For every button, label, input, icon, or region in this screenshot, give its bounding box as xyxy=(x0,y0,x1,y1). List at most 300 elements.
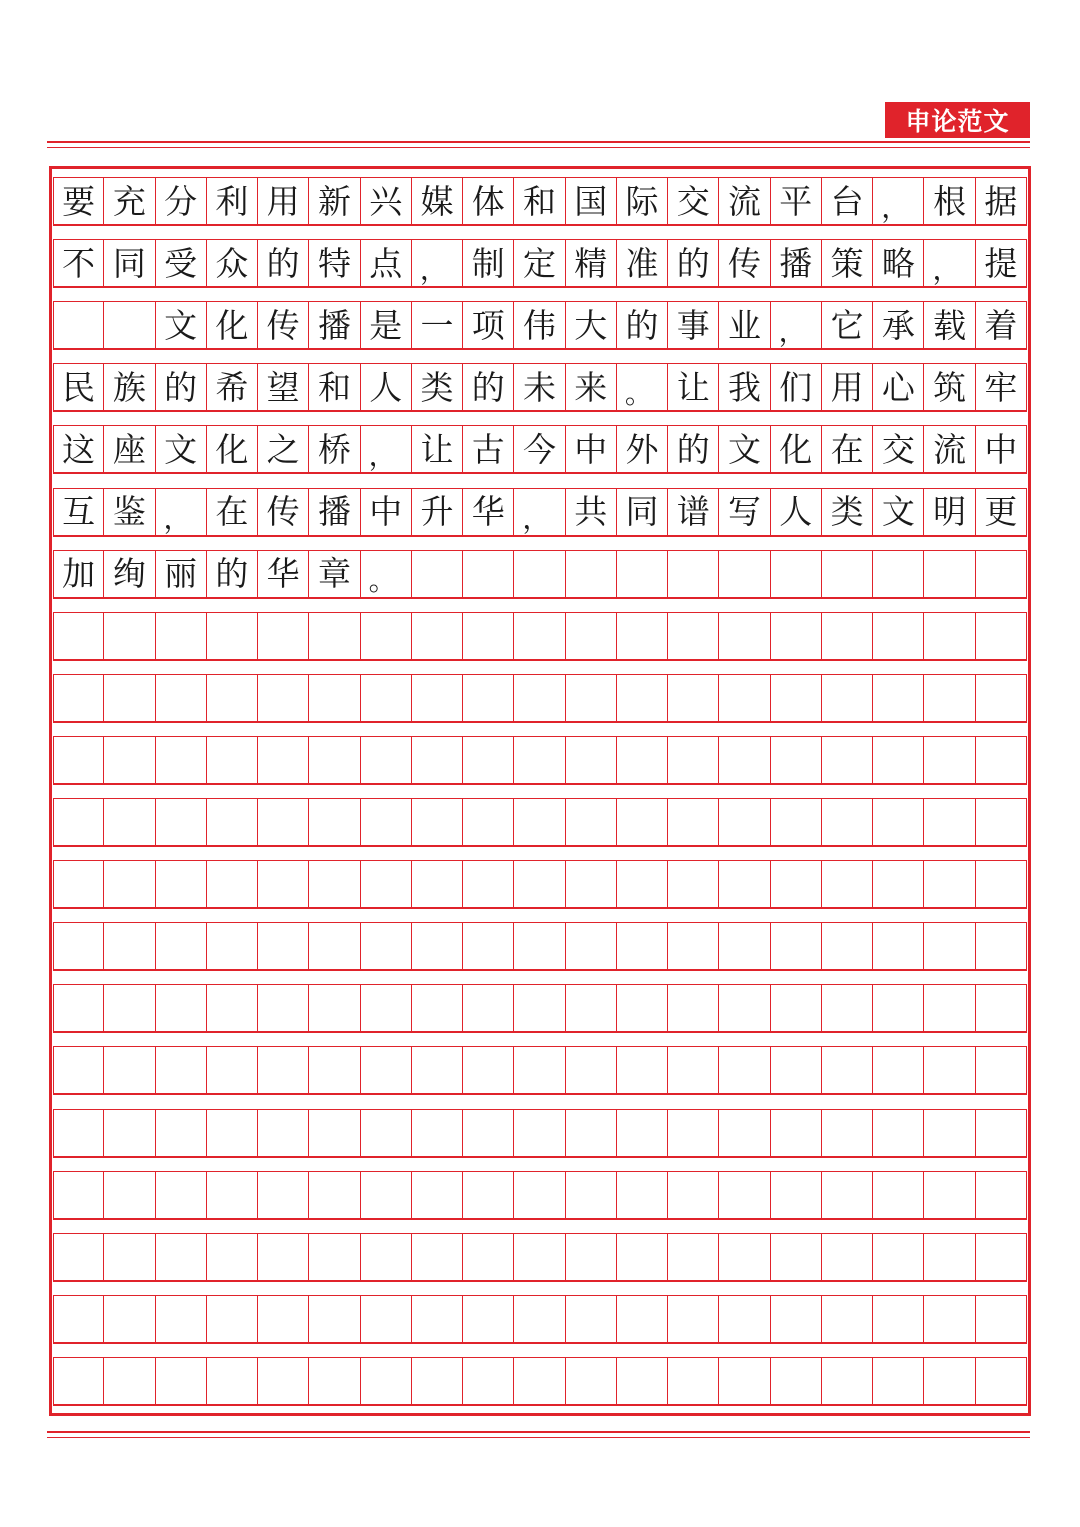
grid-cell xyxy=(156,1046,207,1094)
grid-cell xyxy=(53,736,104,784)
grid-cell: 中 xyxy=(976,425,1027,473)
grid-cell: 定 xyxy=(514,239,565,287)
grid-cell: 桥 xyxy=(309,425,360,473)
grid-cell xyxy=(104,736,155,784)
grid-cell: 古 xyxy=(463,425,514,473)
grid-row xyxy=(53,736,1027,784)
grid-cell xyxy=(924,550,975,598)
grid-cell xyxy=(617,1357,668,1405)
grid-cell: 共 xyxy=(566,488,617,536)
grid-cell xyxy=(463,1357,514,1405)
grid-cell xyxy=(514,860,565,908)
grid-cell xyxy=(668,1109,719,1157)
grid-cell xyxy=(258,1295,309,1343)
grid-cell: 升 xyxy=(412,488,463,536)
grid-cell xyxy=(104,1357,155,1405)
grid-cell xyxy=(617,1046,668,1094)
grid-row xyxy=(53,363,1027,411)
grid-cell xyxy=(309,1046,360,1094)
grid-cell xyxy=(514,612,565,660)
grid-cell: 根 xyxy=(924,177,975,225)
grid-cell: 的 xyxy=(156,363,207,411)
grid-cell: ， xyxy=(924,239,975,287)
grid-cell: 人 xyxy=(361,363,412,411)
grid-cell xyxy=(53,674,104,722)
grid-cell xyxy=(822,612,873,660)
grid-cell: ， xyxy=(771,301,822,349)
grid-row xyxy=(53,550,1027,598)
grid-cell xyxy=(361,922,412,970)
grid-cell: 众 xyxy=(207,239,258,287)
grid-cell xyxy=(463,1046,514,1094)
grid-cell xyxy=(361,860,412,908)
grid-cell xyxy=(822,736,873,784)
grid-cell xyxy=(258,1233,309,1281)
grid-cell xyxy=(361,612,412,660)
grid-cell: 受 xyxy=(156,239,207,287)
grid-cell xyxy=(412,1171,463,1219)
grid-cell xyxy=(566,1233,617,1281)
grid-cell xyxy=(566,1046,617,1094)
grid-cell xyxy=(361,674,412,722)
grid-cell xyxy=(258,984,309,1032)
grid-cell xyxy=(771,612,822,660)
grid-cell xyxy=(361,736,412,784)
grid-cell xyxy=(668,1295,719,1343)
grid-cell: 化 xyxy=(771,425,822,473)
grid-cell: 和 xyxy=(309,363,360,411)
row-separator xyxy=(53,1032,1027,1033)
grid-cell xyxy=(771,550,822,598)
grid-cell xyxy=(668,736,719,784)
grid-cell: 一 xyxy=(412,301,463,349)
row-separator xyxy=(53,908,1027,909)
grid-cell: 伟 xyxy=(514,301,565,349)
grid-cell xyxy=(309,736,360,784)
top-rule-thick xyxy=(47,141,1030,143)
grid-cell xyxy=(361,1357,412,1405)
grid-cell: 文 xyxy=(873,488,924,536)
grid-cell xyxy=(412,550,463,598)
grid-cell xyxy=(771,1171,822,1219)
grid-row xyxy=(53,1171,1027,1219)
grid-cell xyxy=(309,1357,360,1405)
grid-cell xyxy=(719,860,770,908)
grid-cell xyxy=(463,612,514,660)
grid-cell xyxy=(617,922,668,970)
grid-cell xyxy=(719,1046,770,1094)
grid-cell: 特 xyxy=(309,239,360,287)
grid-cell xyxy=(361,798,412,846)
grid-cell xyxy=(566,1109,617,1157)
row-separator xyxy=(53,473,1027,474)
grid-cell: 承 xyxy=(873,301,924,349)
grid-cell xyxy=(104,612,155,660)
grid-cell: 在 xyxy=(822,425,873,473)
grid-cell xyxy=(412,1046,463,1094)
grid-cell: 明 xyxy=(924,488,975,536)
grid-cell xyxy=(668,612,719,660)
grid-cell xyxy=(873,1233,924,1281)
grid-row xyxy=(53,612,1027,660)
grid-cell xyxy=(361,1171,412,1219)
grid-cell xyxy=(309,1171,360,1219)
grid-cell xyxy=(822,550,873,598)
grid-cell xyxy=(924,612,975,660)
grid-cell xyxy=(873,860,924,908)
grid-cell xyxy=(412,674,463,722)
grid-row xyxy=(53,1357,1027,1405)
grid-cell xyxy=(617,798,668,846)
grid-cell xyxy=(566,1295,617,1343)
grid-cell: 的 xyxy=(668,239,719,287)
grid-cell xyxy=(207,1357,258,1405)
grid-cell xyxy=(873,1109,924,1157)
row-separator xyxy=(53,411,1027,412)
grid-cell xyxy=(207,612,258,660)
row-separator xyxy=(53,970,1027,971)
grid-cell xyxy=(566,798,617,846)
grid-cell: 它 xyxy=(822,301,873,349)
grid-cell: 中 xyxy=(566,425,617,473)
grid-cell xyxy=(514,1357,565,1405)
grid-cell: 华 xyxy=(258,550,309,598)
grid-cell xyxy=(258,674,309,722)
grid-cell xyxy=(207,798,258,846)
grid-cell: 互 xyxy=(53,488,104,536)
grid-cell: 播 xyxy=(309,301,360,349)
grid-cell: 让 xyxy=(668,363,719,411)
grid-cell xyxy=(309,1295,360,1343)
grid-row xyxy=(53,984,1027,1032)
row-separator xyxy=(53,536,1027,537)
grid-cell: 据 xyxy=(976,177,1027,225)
grid-cell xyxy=(873,612,924,660)
grid-cell xyxy=(104,922,155,970)
grid-cell xyxy=(309,922,360,970)
grid-cell: 人 xyxy=(771,488,822,536)
grid-cell xyxy=(53,860,104,908)
grid-cell xyxy=(771,860,822,908)
grid-cell xyxy=(463,550,514,598)
grid-cell xyxy=(617,1109,668,1157)
grid-cell xyxy=(873,1171,924,1219)
grid-row xyxy=(53,177,1027,225)
grid-cell: 让 xyxy=(412,425,463,473)
grid-cell xyxy=(976,984,1027,1032)
grid-cell: 更 xyxy=(976,488,1027,536)
grid-cell xyxy=(258,1046,309,1094)
grid-cell: 类 xyxy=(412,363,463,411)
grid-cell xyxy=(207,1046,258,1094)
grid-cell: 传 xyxy=(719,239,770,287)
grid-cell: 交 xyxy=(873,425,924,473)
bottom-rule-thick xyxy=(47,1431,1030,1433)
grid-cell xyxy=(361,1295,412,1343)
grid-cell xyxy=(104,1233,155,1281)
grid-cell xyxy=(976,922,1027,970)
grid-cell xyxy=(309,674,360,722)
grid-cell xyxy=(566,984,617,1032)
grid-cell xyxy=(668,798,719,846)
grid-cell xyxy=(412,860,463,908)
grid-cell xyxy=(156,860,207,908)
grid-cell xyxy=(668,1233,719,1281)
grid-cell xyxy=(924,798,975,846)
grid-cell xyxy=(309,860,360,908)
grid-cell xyxy=(719,550,770,598)
grid-cell xyxy=(976,550,1027,598)
grid-cell xyxy=(566,736,617,784)
grid-cell: 希 xyxy=(207,363,258,411)
grid-cell xyxy=(976,1357,1027,1405)
grid-cell xyxy=(976,1046,1027,1094)
grid-cell: 化 xyxy=(207,425,258,473)
grid-cell: 事 xyxy=(668,301,719,349)
grid-cell: 业 xyxy=(719,301,770,349)
grid-cell: 中 xyxy=(361,488,412,536)
grid-cell xyxy=(412,984,463,1032)
grid-cell xyxy=(719,984,770,1032)
grid-cell: 的 xyxy=(668,425,719,473)
grid-cell: 绚 xyxy=(104,550,155,598)
grid-row xyxy=(53,860,1027,908)
grid-cell xyxy=(771,736,822,784)
grid-cell: 载 xyxy=(924,301,975,349)
row-separator xyxy=(53,1219,1027,1220)
grid-cell: 精 xyxy=(566,239,617,287)
grid-cell xyxy=(873,1295,924,1343)
grid-cell: 和 xyxy=(514,177,565,225)
grid-cell: 丽 xyxy=(156,550,207,598)
grid-cell xyxy=(309,984,360,1032)
grid-cell: ， xyxy=(873,177,924,225)
grid-cell xyxy=(873,922,924,970)
grid-cell: 播 xyxy=(309,488,360,536)
grid-cell xyxy=(412,612,463,660)
grid-cell xyxy=(104,1171,155,1219)
grid-cell xyxy=(976,612,1027,660)
grid-cell: 筑 xyxy=(924,363,975,411)
row-separator xyxy=(53,1343,1027,1344)
grid-cell xyxy=(976,1295,1027,1343)
grid-cell xyxy=(258,612,309,660)
grid-cell: 民 xyxy=(53,363,104,411)
grid-cell xyxy=(156,674,207,722)
grid-cell xyxy=(53,922,104,970)
grid-cell xyxy=(719,612,770,660)
grid-cell xyxy=(156,984,207,1032)
grid-cell: 同 xyxy=(104,239,155,287)
grid-cell xyxy=(412,1357,463,1405)
grid-cell xyxy=(566,922,617,970)
grid-cell xyxy=(361,1233,412,1281)
grid-cell: 这 xyxy=(53,425,104,473)
grid-cell: ， xyxy=(412,239,463,287)
grid-cell xyxy=(976,1109,1027,1157)
grid-cell xyxy=(412,798,463,846)
grid-cell xyxy=(156,736,207,784)
grid-cell xyxy=(514,736,565,784)
grid-cell: 文 xyxy=(156,301,207,349)
grid-cell xyxy=(361,984,412,1032)
grid-cell xyxy=(412,922,463,970)
grid-cell: 体 xyxy=(463,177,514,225)
grid-cell xyxy=(617,984,668,1032)
row-separator xyxy=(53,660,1027,661)
grid-cell: ， xyxy=(156,488,207,536)
grid-cell xyxy=(771,984,822,1032)
grid-cell xyxy=(258,922,309,970)
grid-cell xyxy=(976,736,1027,784)
grid-cell xyxy=(104,798,155,846)
grid-cell: 谱 xyxy=(668,488,719,536)
grid-cell: 的 xyxy=(207,550,258,598)
grid-row xyxy=(53,798,1027,846)
grid-cell: 。 xyxy=(617,363,668,411)
grid-cell xyxy=(771,1295,822,1343)
row-separator xyxy=(53,598,1027,599)
grid-cell xyxy=(463,674,514,722)
composition-grid xyxy=(53,170,1027,1410)
grid-cell xyxy=(924,1233,975,1281)
grid-cell xyxy=(463,984,514,1032)
grid-cell xyxy=(463,736,514,784)
grid-cell xyxy=(412,1109,463,1157)
grid-cell: 提 xyxy=(976,239,1027,287)
grid-cell: 大 xyxy=(566,301,617,349)
grid-cell xyxy=(104,674,155,722)
grid-cell xyxy=(566,612,617,660)
grid-cell: 兴 xyxy=(361,177,412,225)
grid-cell xyxy=(668,1171,719,1219)
grid-cell: 写 xyxy=(719,488,770,536)
grid-cell xyxy=(976,674,1027,722)
grid-cell: 播 xyxy=(771,239,822,287)
grid-cell xyxy=(822,674,873,722)
grid-row xyxy=(53,488,1027,536)
grid-cell: 外 xyxy=(617,425,668,473)
grid-cell: 台 xyxy=(822,177,873,225)
grid-cell xyxy=(53,798,104,846)
grid-cell xyxy=(822,922,873,970)
grid-cell xyxy=(258,798,309,846)
grid-cell xyxy=(617,1233,668,1281)
grid-cell xyxy=(514,984,565,1032)
grid-cell: 之 xyxy=(258,425,309,473)
grid-row xyxy=(53,425,1027,473)
grid-cell xyxy=(514,798,565,846)
grid-cell xyxy=(566,860,617,908)
grid-cell: 的 xyxy=(617,301,668,349)
grid-cell xyxy=(412,736,463,784)
grid-cell: 充 xyxy=(104,177,155,225)
grid-cell xyxy=(822,984,873,1032)
grid-cell xyxy=(873,984,924,1032)
row-separator xyxy=(53,1281,1027,1282)
grid-cell: 准 xyxy=(617,239,668,287)
grid-cell: 同 xyxy=(617,488,668,536)
grid-cell xyxy=(566,1171,617,1219)
grid-cell xyxy=(617,612,668,660)
grid-cell xyxy=(514,1295,565,1343)
grid-cell xyxy=(156,798,207,846)
row-separator xyxy=(53,846,1027,847)
grid-cell: 际 xyxy=(617,177,668,225)
grid-cell xyxy=(719,1171,770,1219)
grid-cell xyxy=(258,1357,309,1405)
grid-cell xyxy=(156,1171,207,1219)
grid-cell: 平 xyxy=(771,177,822,225)
grid-cell: ， xyxy=(514,488,565,536)
grid-cell xyxy=(924,860,975,908)
grid-cell xyxy=(514,922,565,970)
grid-cell: 座 xyxy=(104,425,155,473)
grid-cell xyxy=(104,860,155,908)
grid-row xyxy=(53,1233,1027,1281)
grid-cell xyxy=(463,860,514,908)
grid-cell xyxy=(976,798,1027,846)
grid-cell: 鉴 xyxy=(104,488,155,536)
grid-cell xyxy=(156,1233,207,1281)
grid-cell xyxy=(53,1046,104,1094)
grid-cell xyxy=(822,1046,873,1094)
grid-cell xyxy=(207,984,258,1032)
row-separator xyxy=(53,722,1027,723)
grid-cell xyxy=(771,922,822,970)
grid-cell: 华 xyxy=(463,488,514,536)
grid-cell: 项 xyxy=(463,301,514,349)
grid-cell xyxy=(617,736,668,784)
grid-cell: 着 xyxy=(976,301,1027,349)
grid-cell xyxy=(719,674,770,722)
grid-cell xyxy=(412,1295,463,1343)
grid-cell xyxy=(309,798,360,846)
grid-cell: 文 xyxy=(719,425,770,473)
row-separator xyxy=(53,1157,1027,1158)
grid-cell: 传 xyxy=(258,488,309,536)
grid-cell xyxy=(617,550,668,598)
grid-cell xyxy=(514,1109,565,1157)
grid-cell xyxy=(822,798,873,846)
grid-cell xyxy=(976,860,1027,908)
grid-cell xyxy=(258,1109,309,1157)
grid-cell: 用 xyxy=(822,363,873,411)
grid-cell xyxy=(924,674,975,722)
grid-cell xyxy=(719,1357,770,1405)
grid-cell xyxy=(309,1233,360,1281)
grid-cell: 利 xyxy=(207,177,258,225)
grid-cell: 望 xyxy=(258,363,309,411)
grid-cell: 交 xyxy=(668,177,719,225)
grid-cell xyxy=(668,550,719,598)
grid-cell xyxy=(104,1046,155,1094)
grid-cell xyxy=(514,1233,565,1281)
grid-row xyxy=(53,1109,1027,1157)
grid-cell: 要 xyxy=(53,177,104,225)
grid-cell xyxy=(873,674,924,722)
grid-cell xyxy=(719,798,770,846)
grid-cell xyxy=(771,1233,822,1281)
row-separator xyxy=(53,225,1027,226)
grid-cell: 略 xyxy=(873,239,924,287)
grid-cell xyxy=(924,1171,975,1219)
grid-cell xyxy=(976,1233,1027,1281)
grid-cell: 新 xyxy=(309,177,360,225)
grid-cell xyxy=(53,1233,104,1281)
grid-cell xyxy=(207,1295,258,1343)
grid-cell: 是 xyxy=(361,301,412,349)
